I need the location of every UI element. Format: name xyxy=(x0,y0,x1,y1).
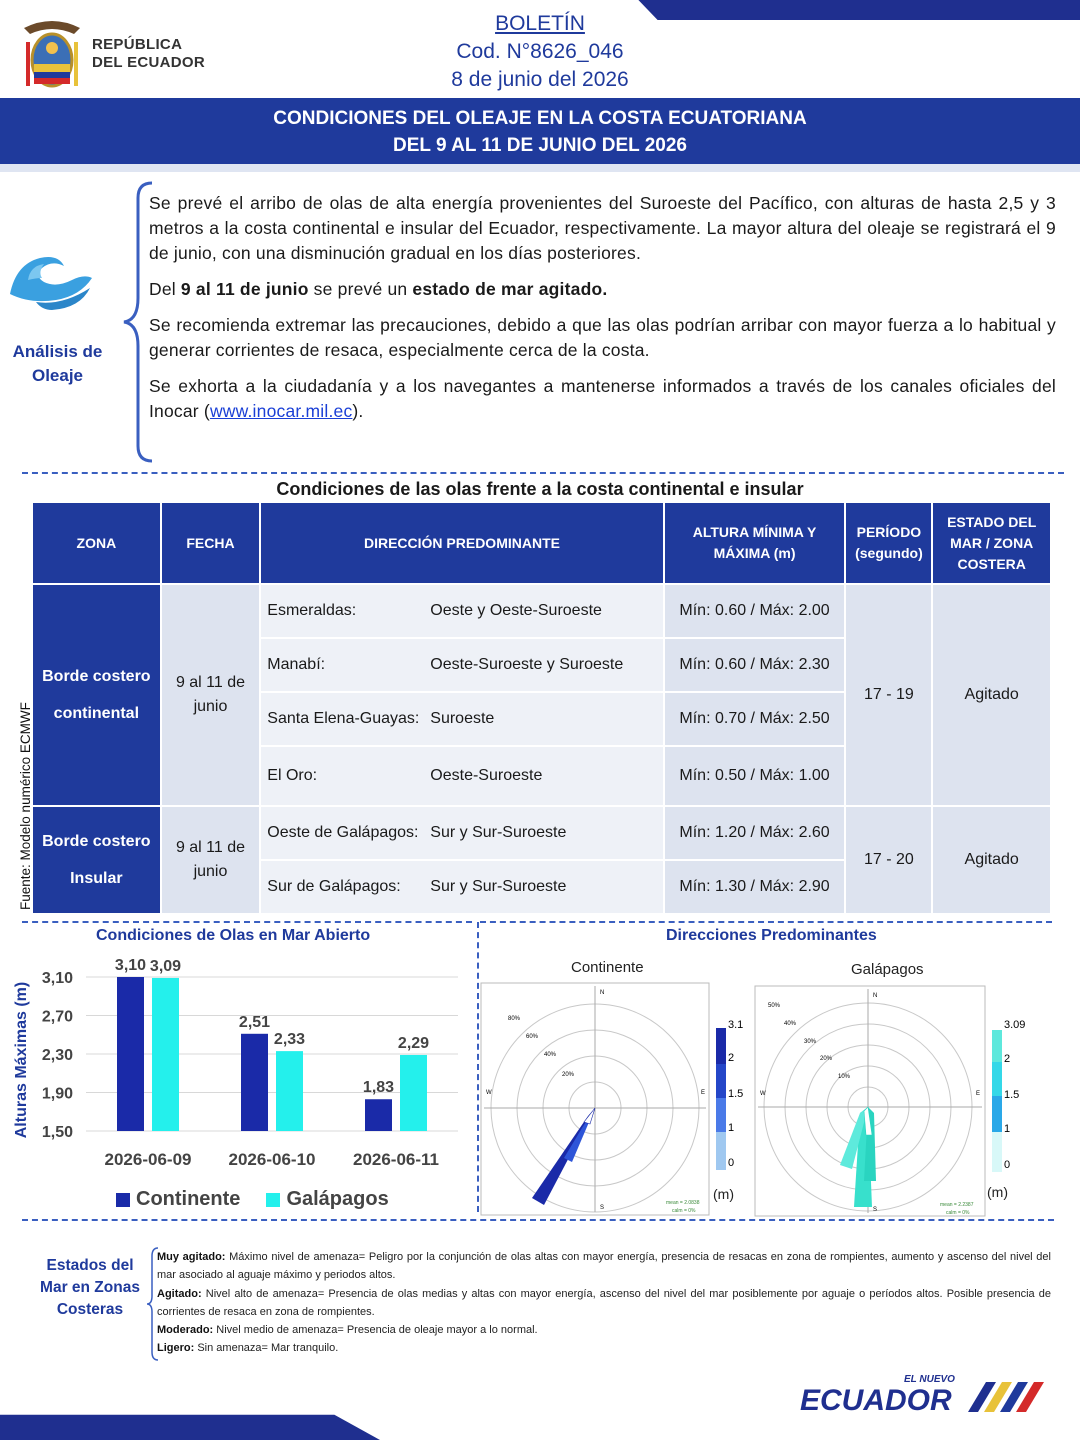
y-tick-label: 2,30 xyxy=(41,1047,73,1064)
date-continental: 9 al 11 de junio xyxy=(162,585,260,805)
p2-dates: 9 al 11 de junio xyxy=(180,279,309,299)
logo-brand-text: ECUADOR xyxy=(800,1384,952,1417)
rose-continente-unit: (m) xyxy=(713,1186,734,1202)
bar-legend xyxy=(116,1188,389,1211)
analysis-paragraph-2 xyxy=(149,277,1056,302)
title-shadow xyxy=(0,164,1080,172)
colorbar-tick: 3.09 xyxy=(1004,1019,1026,1031)
ring-label: 30% xyxy=(804,1039,817,1045)
state-continental: Agitado xyxy=(933,585,1050,805)
ring-label: 20% xyxy=(562,1072,575,1078)
colorbar-tick: 1 xyxy=(1004,1123,1011,1135)
ring-label: 50% xyxy=(768,1003,781,1009)
table-title: Condiciones de las olas frente a la costa continental e insular xyxy=(276,479,804,499)
bar-continente-1 xyxy=(241,1034,268,1131)
bar-galpagos-1 xyxy=(276,1051,303,1131)
province: Sur de Galápagos: xyxy=(267,878,401,895)
rose-galapagos xyxy=(754,985,986,1217)
analysis-paragraph-3: Se recomienda extremar las precauciones, debido a que las olas podrían arribar con mayor fuerza a lo habitual y generar corrientes de resaca, especialmente cerca de la costa. xyxy=(149,315,1056,360)
ring-label: 60% xyxy=(526,1034,539,1040)
analysis-paragraph-1: Se prevé el arribo de olas de alta energía provenientes del Suroeste del Pacífico, con alturas de hasta 2,5 y 3 metros a la costa continental e insular del Ecuador, respectivamente. La mayor altura del oleaje se registrará el 9 de junio, con una disminución gradual en los días posteriores. xyxy=(149,193,1056,263)
zone-continental: Borde costero continental xyxy=(33,585,160,805)
direction: Sur y Sur-Suroeste xyxy=(430,824,567,841)
colorbar-tick: 1 xyxy=(728,1122,735,1134)
country-line2: DEL ECUADOR xyxy=(92,54,206,71)
estado-muy-agitado-desc: Máximo nivel de amenaza= Peligro por la conjunción de olas altas con mayor energía, presencia de resacas en zona de rompientes, aumento y ascenso del nivel del mar asociado al aguaje máximo y periodos altos. xyxy=(157,1251,1051,1282)
analysis-paragraph-4 xyxy=(149,374,1056,424)
direction: Sur y Sur-Suroeste xyxy=(430,878,567,895)
estados-text xyxy=(157,1248,1051,1358)
estado-muy-agitado-term: Muy agitado: xyxy=(157,1251,226,1263)
cardinal-e: E xyxy=(976,1091,981,1097)
rose-continente-colorbar xyxy=(714,1019,754,1176)
y-tick-label: 1,90 xyxy=(41,1085,73,1103)
colorbar-tick: 1.5 xyxy=(1004,1089,1020,1101)
cardinal-n: N xyxy=(873,993,878,999)
legend-galapagos: Galápagos xyxy=(286,1188,389,1210)
zone-insular: Borde costero Insular xyxy=(33,807,160,913)
table-header-row xyxy=(33,503,1050,583)
direction: Oeste-Suroeste xyxy=(430,767,543,784)
col-direccion: DIRECCIÓN PREDOMINANTE xyxy=(261,503,662,583)
ring-label: 40% xyxy=(784,1021,797,1027)
colorbar-tick: 2 xyxy=(728,1052,735,1064)
rose-galapagos-colorbar xyxy=(990,1019,1030,1178)
table-row xyxy=(33,585,1050,637)
direction-cell xyxy=(261,861,662,913)
height-cell: Mín: 1.30 / Máx: 2.90 xyxy=(665,861,845,913)
rose-galapagos-title: Galápagos xyxy=(851,961,924,978)
estado-agitado-desc: Nivel alto de amenaza= Presencia de olas medias y altas con mayor energía, ascenso del nivel del mar posiblemente por aguaje o períodos altos. Posible presencia de corrientes de resaca en zona de rompientes. xyxy=(157,1287,1051,1318)
direction-cell xyxy=(261,747,662,805)
y-tick-label: 3,10 xyxy=(41,970,73,987)
direction-cell xyxy=(261,585,662,637)
rose-stat: mean = 2.2387 xyxy=(940,1202,974,1208)
estado-ligero-term: Ligero: xyxy=(157,1342,195,1355)
colorbar-tick: 0 xyxy=(728,1157,735,1169)
bar-value-label: 2,33 xyxy=(273,1031,306,1049)
colorbar-tick: 0 xyxy=(1004,1159,1011,1171)
wave-icon xyxy=(6,244,94,314)
col-estado: ESTADO DEL MAR / ZONA COSTERA xyxy=(933,503,1050,583)
height-cell: Mín: 0.60 / Máx: 2.00 xyxy=(665,585,845,637)
main-title-line2: DEL 9 AL 11 DE JUNIO DEL 2026 xyxy=(393,135,687,156)
main-title-bar xyxy=(0,98,1080,164)
rose-stat: mean = 2.0838 xyxy=(666,1200,700,1206)
bulletin-code: Cod. N°8626_046 xyxy=(456,40,624,63)
divider-mid-left xyxy=(22,921,472,923)
estado-muy-agitado xyxy=(157,1248,1051,1285)
direction-cell xyxy=(261,807,662,859)
cardinal-n: N xyxy=(600,990,605,996)
bulletin-date: 8 de junio del 2026 xyxy=(451,68,629,91)
y-tick-label: 2,70 xyxy=(41,1008,73,1026)
rose-stat: calm = 0% xyxy=(946,1210,970,1216)
analysis-text xyxy=(149,191,1056,435)
divider-top xyxy=(22,472,1064,474)
direction-cell xyxy=(261,639,662,691)
ring-label: 20% xyxy=(820,1056,833,1062)
bar-continente-0 xyxy=(117,977,144,1131)
province: El Oro: xyxy=(267,767,318,784)
bar-value-label: 2,51 xyxy=(238,1013,271,1031)
state-insular: Agitado xyxy=(933,807,1050,913)
col-zona: ZONA xyxy=(33,503,160,583)
estados-label: Estados del Mar en Zonas Costeras xyxy=(40,1257,140,1318)
x-tick-label: 2026-06-10 xyxy=(228,1150,316,1169)
bulletin-label: BOLETÍN xyxy=(495,12,585,35)
cardinal-w: W xyxy=(486,1090,492,1096)
bottom-decor-band xyxy=(0,1404,380,1440)
bar-chart-title: Condiciones de Olas en Mar Abierto xyxy=(96,927,371,944)
bulletin-header xyxy=(0,10,1080,94)
waves-table xyxy=(31,501,1052,915)
estado-agitado-term: Agitado: xyxy=(157,1287,202,1300)
colorbar-tick: 3.1 xyxy=(728,1019,744,1031)
estado-moderado-term: Moderado: xyxy=(157,1324,214,1337)
height-cell: Mín: 1.20 / Máx: 2.60 xyxy=(665,807,845,859)
rose-continente-title: Continente xyxy=(571,959,644,976)
p2-sea-state: estado de mar agitado. xyxy=(412,279,608,299)
estado-moderado xyxy=(157,1321,1051,1339)
bar-value-label: 3,09 xyxy=(149,957,182,975)
col-fecha: FECHA xyxy=(162,503,260,583)
col-altura: ALTURA MÍNIMA Y MÁXIMA (m) xyxy=(665,503,845,583)
date-insular: 9 al 11 de junio xyxy=(162,807,260,913)
province: Manabí: xyxy=(267,656,326,673)
x-tick-label: 2026-06-09 xyxy=(104,1150,192,1169)
province: Oeste de Galápagos: xyxy=(267,824,419,841)
estado-ligero xyxy=(157,1339,1051,1357)
period-continental: 17 - 19 xyxy=(846,585,931,805)
legend-swatch-continente xyxy=(116,1193,130,1207)
province: Santa Elena-Guayas: xyxy=(267,710,420,727)
bar-value-label: 3,10 xyxy=(114,957,147,974)
estado-moderado-desc: Nivel medio de amenaza= Presencia de oleaje mayor a lo normal. xyxy=(213,1324,538,1337)
cardinal-w: W xyxy=(760,1091,766,1097)
analysis-label: Análisis de Oleaje xyxy=(12,342,103,385)
divider-mid-right xyxy=(480,921,1052,923)
p2-part-c: se prevé un xyxy=(308,279,413,299)
table-row xyxy=(33,807,1050,859)
direction: Oeste y Oeste-Suroeste xyxy=(430,602,602,619)
cardinal-s: S xyxy=(600,1205,605,1211)
el-nuevo-ecuador-logo xyxy=(800,1372,1040,1418)
y-tick-label: 1,50 xyxy=(41,1124,73,1141)
cardinal-e: E xyxy=(701,1090,706,1096)
ring-label: 80% xyxy=(508,1016,521,1022)
divider-vertical xyxy=(477,922,479,1212)
p4-part-a: Se exhorta a la ciudadanía y a los navegantes a mantenerse informados a través de los canales oficiales del Inocar ( xyxy=(149,376,1056,421)
rose-galapagos-unit: (m) xyxy=(987,1184,1008,1200)
main-title-line1: CONDICIONES DEL OLEAJE EN LA COSTA ECUATORIANA xyxy=(273,108,807,129)
bar-value-label: 2,29 xyxy=(397,1034,430,1052)
rose-continente xyxy=(480,982,710,1216)
direction: Oeste-Suroeste y Suroeste xyxy=(430,656,624,673)
p4-part-b: ). xyxy=(352,401,364,421)
x-tick-label: 2026-06-11 xyxy=(352,1150,440,1169)
height-cell: Mín: 0.50 / Máx: 1.00 xyxy=(665,747,845,805)
rose-section-title: Direcciones Predominantes xyxy=(666,927,877,944)
bar-continente-2 xyxy=(365,1099,392,1131)
province: Esmeraldas: xyxy=(267,602,357,619)
ring-label: 40% xyxy=(544,1052,557,1058)
estado-agitado xyxy=(157,1285,1051,1322)
col-periodo: PERÍODO (segundo) xyxy=(846,503,931,583)
country-line1: REPÚBLICA xyxy=(92,36,183,53)
bar-chart xyxy=(0,945,475,1185)
estado-ligero-desc: Sin amenaza= Mar tranquilo. xyxy=(194,1342,339,1355)
colorbar-tick: 1.5 xyxy=(728,1088,744,1100)
ring-label: 10% xyxy=(838,1074,851,1080)
legend-continente: Continente xyxy=(136,1188,241,1210)
divider-bottom xyxy=(22,1219,1054,1221)
height-cell: Mín: 0.60 / Máx: 2.30 xyxy=(665,639,845,691)
inocar-link[interactable]: www.inocar.mil.ec xyxy=(209,401,353,421)
colorbar-tick: 2 xyxy=(1004,1053,1011,1065)
height-cell: Mín: 0.70 / Máx: 2.50 xyxy=(665,693,845,745)
period-insular: 17 - 20 xyxy=(846,807,931,913)
direction: Suroeste xyxy=(430,710,495,727)
legend-swatch-galapagos xyxy=(266,1193,280,1207)
source-note: Fuente: Modelo numérico ECMWF xyxy=(18,702,33,910)
bar-value-label: 1,83 xyxy=(362,1079,395,1097)
rose-stat: calm = 0% xyxy=(672,1208,696,1214)
y-axis-label: Alturas Máximas (m) xyxy=(13,981,30,1139)
bar-galpagos-0 xyxy=(152,978,179,1131)
p2-part-a: Del xyxy=(149,279,181,299)
cardinal-s: S xyxy=(873,1207,878,1213)
logo-small-text: EL NUEVO xyxy=(904,1374,955,1385)
direction-cell xyxy=(261,693,662,745)
bar-galpagos-2 xyxy=(400,1055,427,1131)
